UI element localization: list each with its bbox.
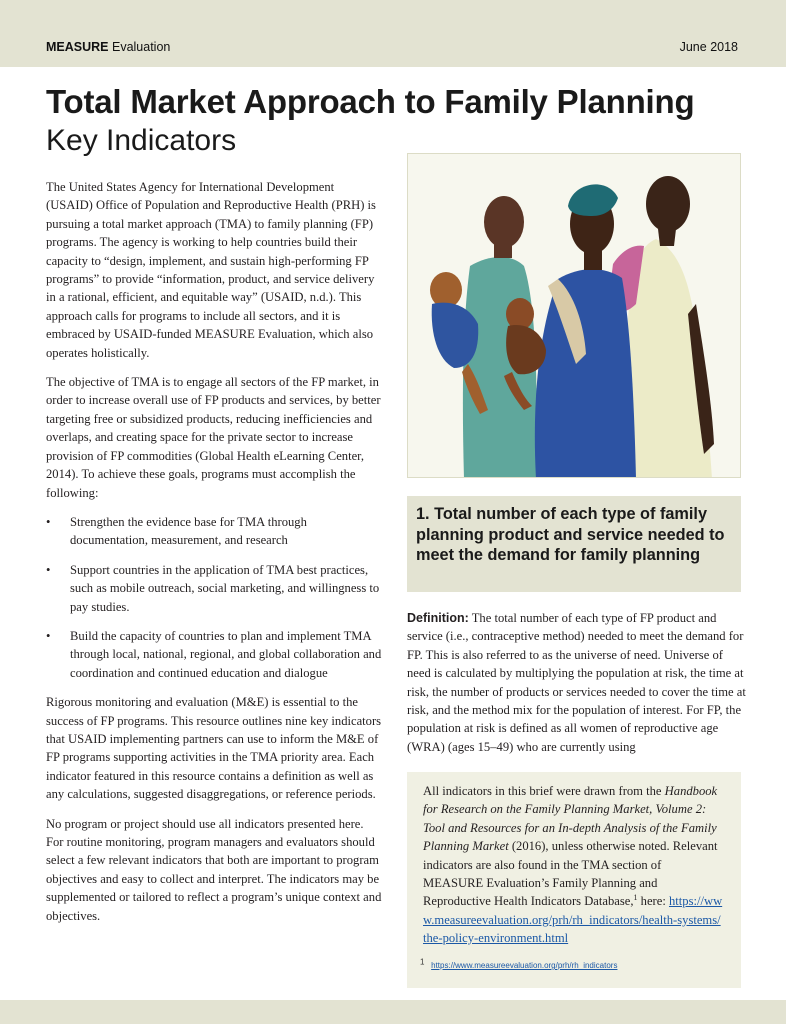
- brand-rest: Evaluation: [108, 40, 171, 54]
- women-illustration: [407, 153, 741, 478]
- bullet-icon: •: [46, 562, 51, 577]
- definition-paragraph: [407, 609, 747, 756]
- database-link[interactable]: https://www.measureevaluation.org/prh/rh_indicators/health-systems/the-policy-environment.html: [423, 894, 723, 946]
- left-column: [46, 178, 382, 936]
- footnote-link[interactable]: https://www.measureevaluation.org/prh/rh_indicators: [431, 961, 618, 970]
- source-note: [407, 772, 741, 988]
- footnote-ref[interactable]: 1: [633, 893, 638, 903]
- footnote: [420, 957, 618, 970]
- bullet-icon: •: [46, 628, 51, 643]
- note-text-1: All indicators in this brief were drawn from the: [423, 784, 665, 798]
- me-paragraph: Rigorous monitoring and evaluation (M&E) is essential to the success of FP programs. This resource outlines nine key indicators that USAID implementing partners can use to inform the M&E of FP programs supporting activities in the TMA priority area. Each indicator featured in this resource contains a definition as well as any calculations, suggested disaggregations, or reference periods.: [46, 695, 382, 802]
- header-band: [0, 0, 786, 67]
- guidance-paragraph: No program or project should use all indicators presented here. For routine monitoring, program managers and evaluators should select a few relevant indicators that both are important to program objectives and easy to collect and interpret. The indicators may be supplemented or tailored to reflect a program’s unique context and objectives.: [46, 816, 382, 923]
- footnote-number: 1: [420, 957, 425, 967]
- footer-band: [0, 1000, 786, 1024]
- page-subtitle: Key Indicators: [46, 124, 237, 157]
- indicator-heading: 1. Total number of each type of family planning product and service needed to meet the demand for family planning: [407, 496, 741, 592]
- definition-label: Definition:: [407, 611, 469, 625]
- list-item: • Build the capacity of countries to plan and implement TMA through local, national, regional, and global collaboration and coordination and continued education and dialogue: [46, 628, 382, 680]
- publication-date: June 2018: [679, 40, 738, 54]
- note-text-2: (2016), unless otherwise noted. Relevant indicators are also found in the TMA section of MEASURE Evaluation’s Family Planning and Reproductive Health Indicators Database,: [423, 839, 718, 909]
- brand-bold: MEASURE: [46, 40, 109, 54]
- note-text-3: here:: [637, 894, 669, 909]
- definition-text: The total number of each type of FP product and service (i.e., contraceptive method) needed to meet the demand for FP. This is also referred to as the universe of need. Universe of need is calculated by multiplying the population at risk, the time at risk, the number of products or services needed to cover the time at risk, and the method mix for the population of interest. For FP, the population at risk is defined as all women of reproductive age (WRA) (ages 15–49) who are currently using: [407, 611, 746, 754]
- bullet-icon: •: [46, 514, 51, 529]
- brand-logo: [46, 40, 170, 54]
- page-title: Total Market Approach to Family Planning: [46, 83, 695, 120]
- list-item: • Support countries in the application of TMA best practices, such as mobile outreach, social marketing, and willingness to pay studies.: [46, 562, 380, 614]
- handbook-title: Handbook for Research on the Family Planning Market, Volume 2: Tool and Resources for an In-depth Analysis of the Family Planning Market: [423, 784, 718, 854]
- intro-paragraph: The United States Agency for International Development (USAID) Office of Population and Reproductive Health (PRH) is pursuing a total market approach (TMA) to family planning (FP) programs. The agency is working to help countries build their capacity to “design, implement, and sustain high-performing FP programs” to provide “information, product, and service delivery in a rational, efficient, and equitable way” (USAID, n.d.). This approach calls for programs to include all sectors, and it is embraced by USAID-funded MEASURE Evaluation, which also operates holistically.: [46, 180, 376, 360]
- list-item: • Strengthen the evidence base for TMA through documentation, measurement, and research: [46, 514, 307, 548]
- objective-paragraph: The objective of TMA is to engage all sectors of the FP market, in order to increase overall use of FP products and services, by better targeting free or subsidized products, reducing inefficiencies and overlaps, and creating space for the private sector to increase provision of FP commodities (Global Health eLearning Center, 2014). To achieve these goals, programs must accomplish the following:: [46, 375, 381, 500]
- bullet-list: [46, 513, 382, 682]
